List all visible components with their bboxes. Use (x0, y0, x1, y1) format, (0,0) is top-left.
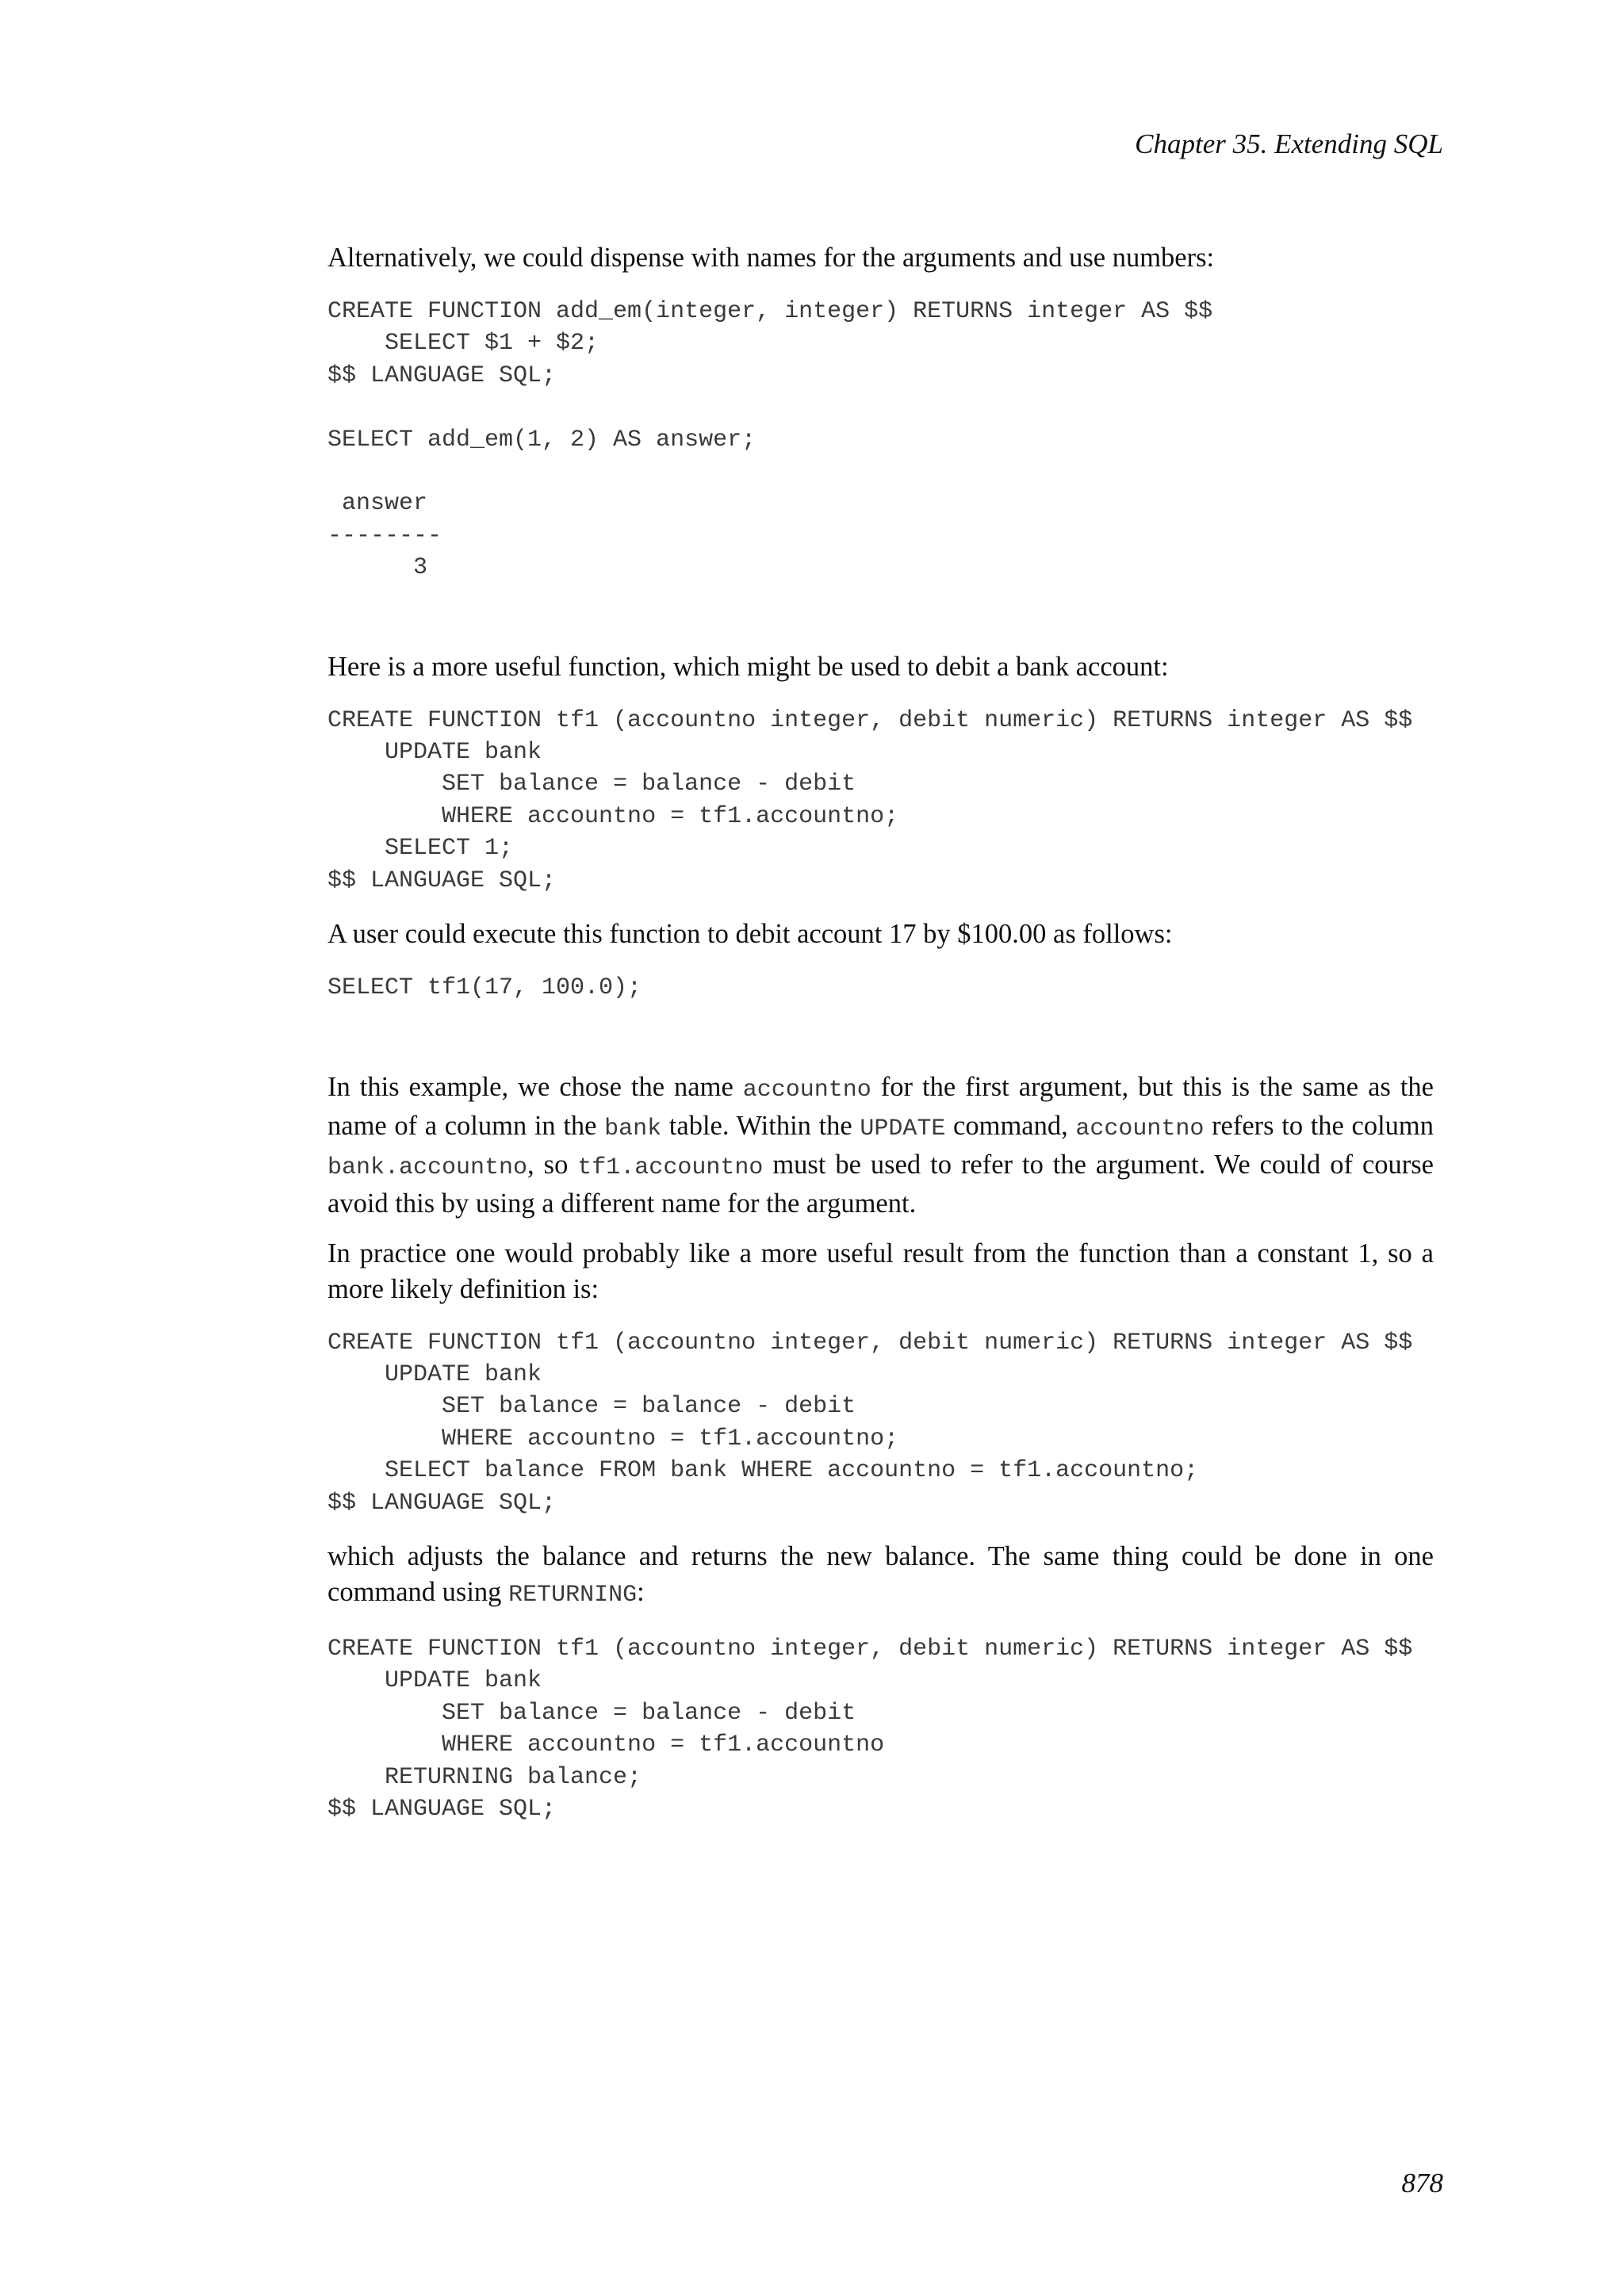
text-run: , so (527, 1149, 578, 1180)
paragraph-name-conflict (327, 1070, 1434, 1222)
paragraph-returning (327, 1539, 1434, 1613)
inline-code-bank-accountno: bank.accountno (327, 1154, 528, 1181)
paragraph-execute-debit: A user could execute this function to debit account 17 by $100.00 as follows: (327, 919, 1173, 950)
text-run: table. Within the (661, 1110, 860, 1141)
chapter-header: Chapter 35. Extending SQL (1135, 128, 1443, 159)
page-number: 878 (1401, 2168, 1443, 2198)
page-content (327, 240, 1434, 1825)
paragraph-alternative-numbers: Alternatively, we could dispense with names for the arguments and use numbers: (327, 243, 1215, 273)
paragraph-useful-result: In practice one would probably like a more useful result from the function than a constant 1, so a more likely definition is: (327, 1238, 1434, 1304)
text-run: which adjusts the balance and returns the new balance. The same thing could be done in one command using (327, 1540, 1434, 1607)
inline-code-accountno: accountno (1075, 1115, 1205, 1142)
text-run: : (637, 1576, 645, 1607)
text-run: In this example, we chose the name (327, 1071, 743, 1102)
inline-code-returning: RETURNING (508, 1581, 638, 1609)
text-run: must be used to refer to the argument. We could of course avoid this by using a different name for the argument. (327, 1149, 1434, 1219)
text-run: for the first argument, but this is the same as the name of a column in the (327, 1071, 1434, 1141)
paragraph-debit-function: Here is a more useful function, which might be used to debit a bank account: (327, 651, 1169, 682)
code-block-add-em: CREATE FUNCTION add_em(integer, integer) RETURNS integer AS $$ SELECT $1 + $2; $$ LANGUAGE SQL; SELECT add_em(1, 2) AS answer; answer -------- 3 (327, 298, 1213, 582)
inline-code-bank: bank (604, 1115, 662, 1142)
code-block-tf1-select-balance: CREATE FUNCTION tf1 (accountno integer, debit numeric) RETURNS integer AS $$ UPDATE bank SET balance = balance - debit WHERE accountno = tf1.accountno; SELECT balance FROM bank WHERE accountno = tf1.accountno; $$ LANGUAGE SQL; (327, 1329, 1413, 1517)
code-block-tf1-returning: CREATE FUNCTION tf1 (accountno integer, debit numeric) RETURNS integer AS $$ UPDATE bank SET balance = balance - debit WHERE accountno = tf1.accountno RETURNING balance; $$ LANGUAGE SQL; (327, 1635, 1413, 1823)
code-block-tf1-select-1: CREATE FUNCTION tf1 (accountno integer, debit numeric) RETURNS integer AS $$ UPDATE bank SET balance = balance - debit WHERE accountno = tf1.accountno; SELECT 1; $$ LANGUAGE SQL; (327, 706, 1413, 894)
code-block-select-tf1: SELECT tf1(17, 100.0); (327, 974, 642, 1002)
text-run: command, (945, 1110, 1076, 1141)
inline-code-accountno: accountno (742, 1076, 871, 1104)
text-run: refers to the column (1204, 1110, 1434, 1141)
inline-code-update: UPDATE (860, 1115, 946, 1142)
inline-code-tf1-accountno: tf1.accountno (577, 1154, 764, 1181)
